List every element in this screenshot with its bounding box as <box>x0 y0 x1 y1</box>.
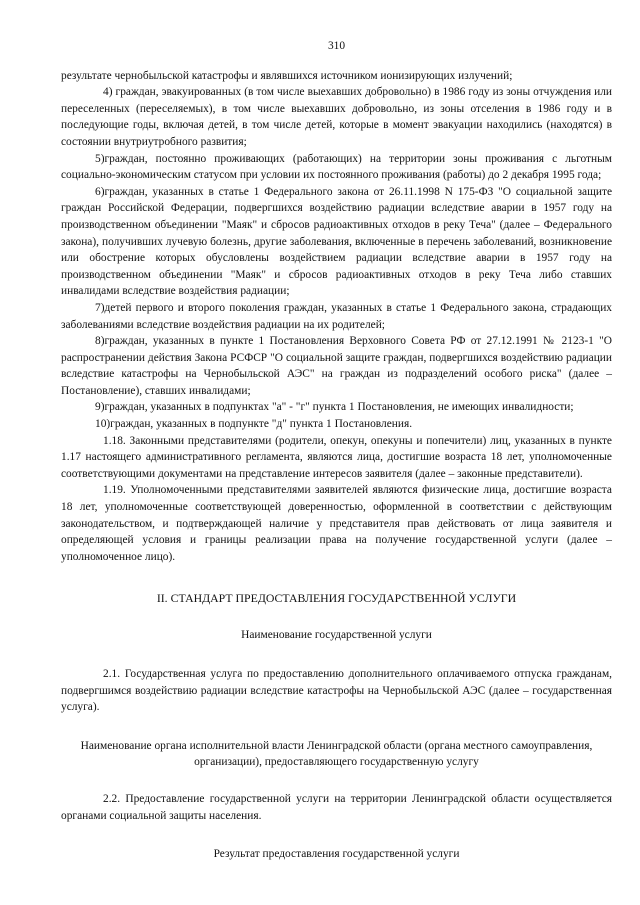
paragraph-item-6: 6)граждан, указанных в статье 1 Федерального закона от 26.11.1998 N 175-ФЗ "О социальной защите граждан Российской Федерации, подвергшихся воздействию радиации вследствие аварии в 1957 году на производственном объединении "Маяк" и сбросов радиоактивных отходов в реку Теча" (далее – Федерального закона), получивших лучевую болезнь, другие заболевания, включенные в перечень заболеваний, возникновение или обострение которых обусловлены воздействием радиации вследствие аварии в 1957 году на производственном объединении "Маяк" и сбросов радиоактивных отходов в реку Теча либо ставших инвалидами вследствие воздействия радиации; <box>61 185 612 298</box>
paragraph-item-5: 5)граждан, постоянно проживающих (работающих) на территории зоны проживания с льготным социально-экономическим статусом при условии их постоянного проживания (работы) до 2 декабря 1995 года; <box>61 152 612 182</box>
paragraph-1-19: 1.19. Уполномоченными представителями заявителей являются физические лица, достигшие возраста 18 лет, уполномоченные соответствующей доверенностью, оформленной в соответствии с действующим законодательством, и подтверждающей наличие у представителя прав действовать от лица заявителя и определяющей условия и границы реализации права на получение государственной услуги (далее – уполномоченное лицо). <box>61 484 612 563</box>
subheading-service-name: Наименование государственной услуги <box>241 629 432 642</box>
subheading-service-result: Результат предоставления государственной услуги <box>213 848 460 861</box>
paragraph-2-2: 2.2. Предоставление государственной услуги на территории Ленинградской области осуществляется органами социальной защиты населения. <box>61 792 612 822</box>
paragraph-item-4: 4) граждан, эвакуированных (в том числе выехавших добровольно) в 1986 году из зоны отчуждения или переселенных (переселяемых), в том числе выехавших добровольно, из зоны отселения в 1986 году и в последующие годы, включая детей, в том числе детей, которые в момент эвакуации находились (находятся) в состоянии внутриутробного развития; <box>61 86 612 148</box>
page-number: 310 <box>327 40 346 52</box>
paragraph-item-8: 8)граждан, указанных в пункте 1 Постановления Верховного Совета РФ от 27.12.1991 № 2123-1 "О распространении действия Закона РСФСР "О социальной защите граждан, подвергшихся воздействию радиации вследствие катастрофы на Чернобыльской АЭС" на граждан из подразделений особого риска" (далее – Постановление), ставших инвалидами; <box>61 335 612 397</box>
paragraph-2-1: 2.1. Государственная услуга по предоставлению дополнительного оплачиваемого отпуска гражданам, подвергшимся воздействию радиации вследствие катастрофы на Чернобыльской АЭС (далее – государственная услуга). <box>61 668 612 714</box>
paragraph-item-7: 7)детей первого и второго поколения граждан, указанных в статье 1 Федерального закона, страдающих заболеваниями вследствие воздействия радиации на их родителей; <box>61 301 612 331</box>
paragraph-item-10: 10)граждан, указанных в подпункте "д" пункта 1 Постановления. <box>95 418 413 431</box>
section-title: II. СТАНДАРТ ПРЕДОСТАВЛЕНИЯ ГОСУДАРСТВЕННОЙ УСЛУГИ <box>156 591 517 606</box>
paragraph-item-9: 9)граждан, указанных в подпунктах "а" - "г" пункта 1 Постановления, не имеющих инвалидности; <box>95 401 574 414</box>
paragraph-1-18: 1.18. Законными представителями (родители, опекун, опекуны и попечители) лиц, указанных в пункте 1.17 настоящего административного регламента, являются лица, достигшие возраста 18 лет, уполномоченные соответствующими документами на представление интересов заявителя (далее – законные представители). <box>61 434 612 480</box>
paragraph-continuation: результате чернобыльской катастрофы и являвшихся источником ионизирующих излучений; <box>61 69 513 82</box>
subheading-organ-name: Наименование органа исполнительной власти Ленинградской области (органа местного самоуправления, организации), предоставляющего государственную услугу <box>80 739 593 769</box>
